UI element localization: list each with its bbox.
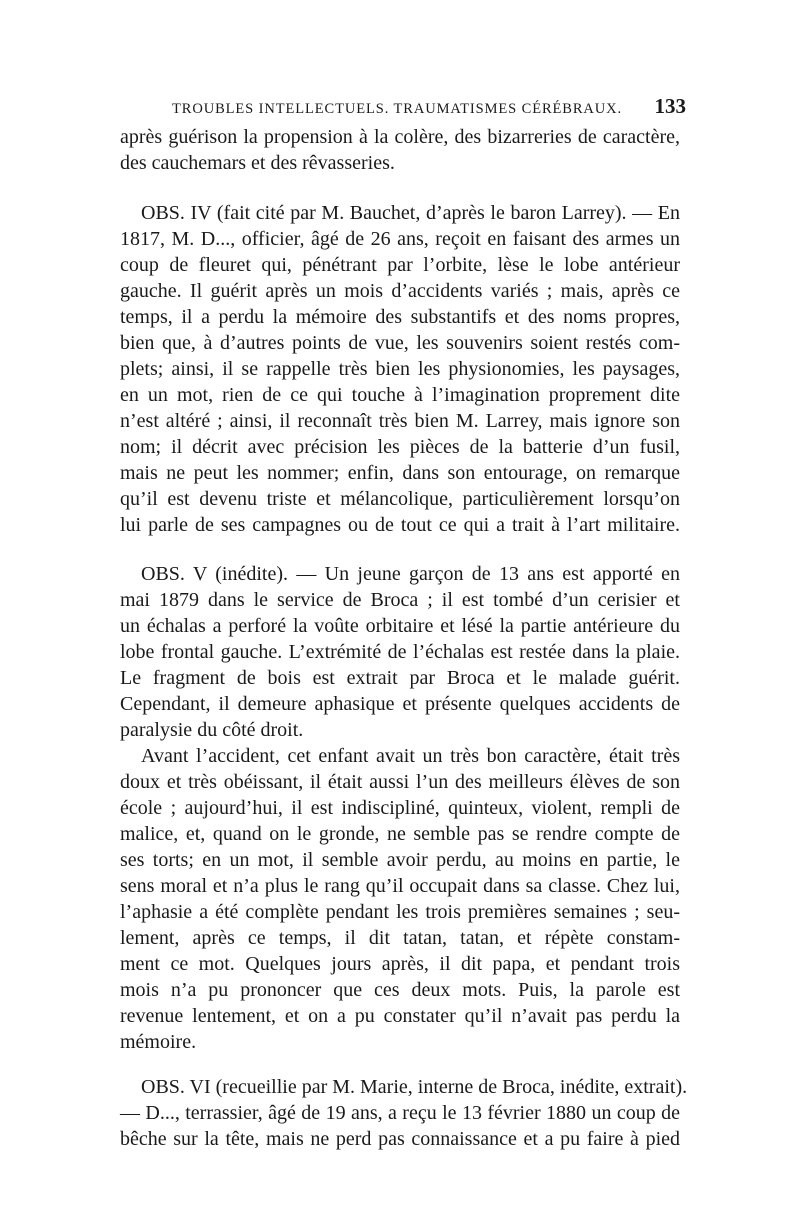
text-line: lui parle de ses campagnes ou de tout ce qui a trait à l’art militaire.: [120, 514, 680, 536]
text-line: — D..., terrassier, âgé de 19 ans, a reçu le 13 février 1880 un coup de: [120, 1102, 680, 1124]
page-number: 133: [654, 94, 686, 118]
text-line: OBS. IV (fait cité par M. Bauchet, d’après le baron Larrey). — En: [141, 202, 680, 224]
text-line: ses torts; en un mot, il semble avoir perdu, au moins en partie, le: [120, 849, 680, 871]
text-line: bien que, à d’autres points de vue, les souvenirs soient restés com-: [120, 332, 680, 354]
text-line: des cauchemars et des rêvasseries.: [120, 152, 395, 174]
text-line: Cependant, il demeure aphasique et présente quelques accidents de: [120, 693, 680, 715]
text-line: Avant l’accident, cet enfant avait un très bon caractère, était très: [141, 745, 680, 767]
text-line: OBS. V (inédite). — Un jeune garçon de 13 ans est apporté en: [141, 563, 680, 585]
text-line: après guérison la propension à la colère, des bizarreries de caractère,: [120, 126, 680, 148]
text-line: mais ne peut les nommer; enfin, dans son entourage, on remarque: [120, 462, 680, 484]
text-line: n’est altéré ; ainsi, il reconnaît très bien M. Larrey, mais ignore son: [120, 410, 680, 432]
text-line: lobe frontal gauche. L’extrémité de l’échalas est restée dans la plaie.: [120, 641, 680, 663]
text-line: gauche. Il guérit après un mois d’accidents variés ; mais, après ce: [120, 280, 680, 302]
text-line: paralysie du côté droit.: [120, 719, 304, 741]
text-line: doux et très obéissant, il était aussi l’un des meilleurs élèves de son: [120, 771, 680, 793]
running-title: TROUBLES INTELLECTUELS. TRAUMATISMES CÉRÉBRAUX.: [172, 101, 623, 117]
text-line: OBS. VI (recueillie par M. Marie, interne de Broca, inédite, extrait).: [141, 1076, 688, 1098]
text-line: lement, après ce temps, il dit tatan, tatan, et répète constam-: [120, 927, 680, 949]
text-line: plets; ainsi, il se rappelle très bien les physionomies, les paysages,: [120, 358, 680, 380]
text-line: ment ce mot. Quelques jours après, il dit papa, et pendant trois: [120, 953, 680, 975]
text-line: mémoire.: [120, 1031, 197, 1053]
text-line: bêche sur la tête, mais ne perd pas connaissance et a pu faire à pied: [120, 1128, 680, 1150]
text-line: l’aphasie a été complète pendant les trois premières semaines ; seu-: [120, 901, 680, 923]
text-line: qu’il est devenu triste et mélancolique, particulièrement lorsqu’on: [120, 488, 680, 510]
text-line: école ; aujourd’hui, il est indiscipliné, quinteux, violent, rempli de: [120, 797, 680, 819]
text-line: revenue lentement, et on a pu constater qu’il n’avait pas perdu la: [120, 1005, 680, 1027]
text-line: Le fragment de bois est extrait par Broca et le malade guérit.: [120, 667, 680, 689]
text-line: nom; il décrit avec précision les pièces de la batterie d’un fusil,: [120, 436, 680, 458]
text-line: en un mot, rien de ce qui touche à l’imagination proprement dite: [120, 384, 680, 406]
text-line: mois n’a pu prononcer que ces deux mots. Puis, la parole est: [120, 979, 680, 1001]
text-line: malice, et, quand on le gronde, ne semble pas se rendre compte de: [120, 823, 680, 845]
text-line: sens moral et n’a plus le rang qu’il occupait dans sa classe. Chez lui,: [120, 875, 680, 897]
text-line: mai 1879 dans le service de Broca ; il est tombé d’un cerisier et: [120, 589, 680, 611]
page-header: [172, 94, 686, 120]
text-line: un échalas a perforé la voûte orbitaire et lésé la partie antérieure du: [120, 615, 680, 637]
text-line: 1817, M. D..., officier, âgé de 26 ans, reçoit en faisant des armes un: [120, 228, 680, 250]
text-line: coup de fleuret qui, pénétrant par l’orbite, lèse le lobe antérieur: [120, 254, 680, 276]
text-line: temps, il a perdu la mémoire des substantifs et des noms propres,: [120, 306, 680, 328]
